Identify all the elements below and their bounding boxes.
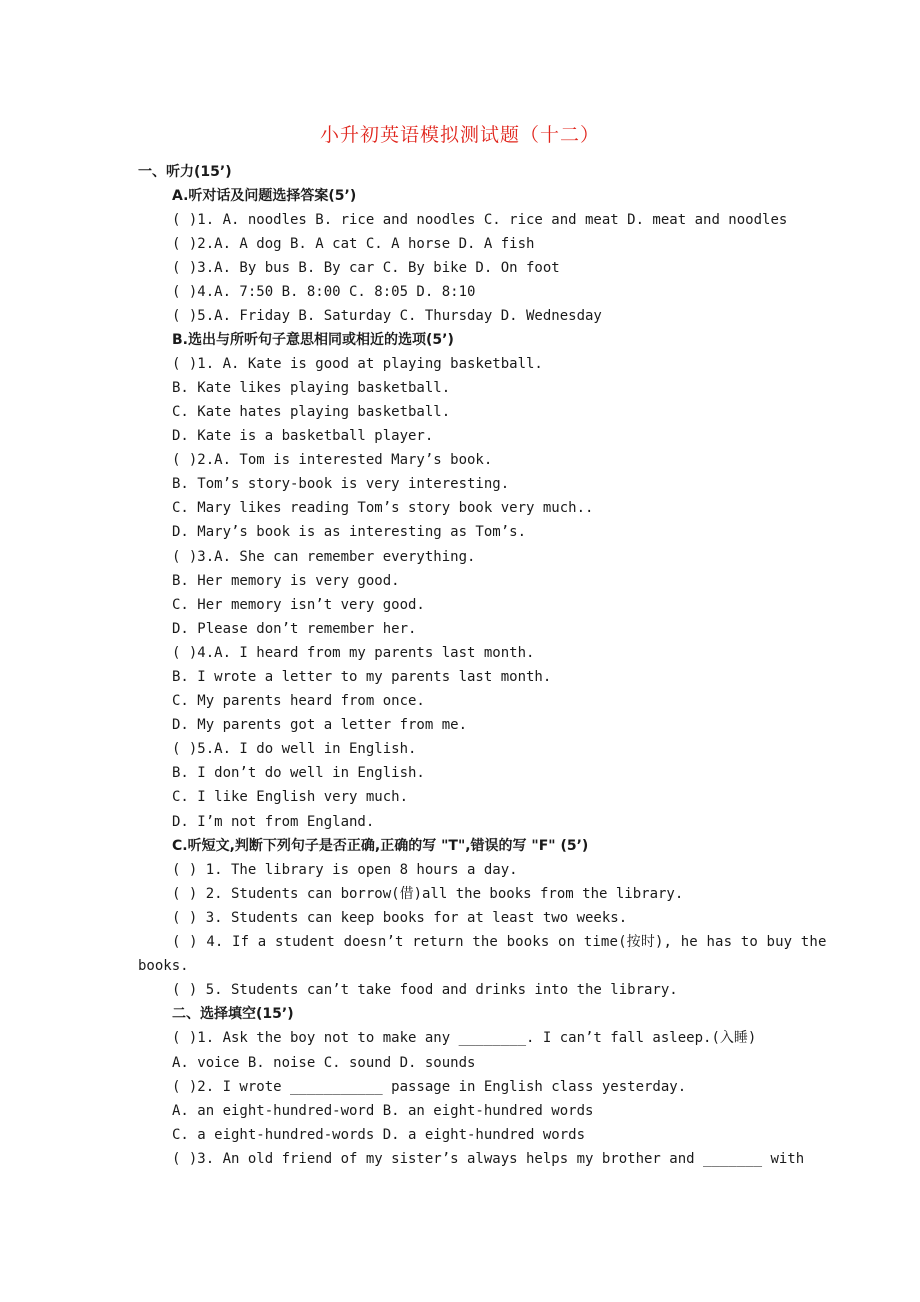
text-line: ( )1. Ask the boy not to make any ________. I can’t fall asleep.(入睡): [172, 1030, 757, 1046]
text-line: B. Tom’s story-book is very interesting.: [172, 476, 510, 492]
document-title: 小升初英语模拟测试题（十二）: [319, 124, 600, 146]
text-line: ( )5.A. I do well in English.: [172, 741, 417, 757]
text-line: C. Kate hates playing basketball.: [172, 404, 451, 420]
text-line: C. Mary likes reading Tom’s story book very much..: [172, 500, 594, 516]
section-heading-listening: 一、听力(15’): [138, 164, 232, 180]
text-line: C. Her memory isn’t very good.: [172, 597, 425, 613]
text-line: D. Please don’t remember her.: [172, 621, 417, 637]
text-line: ( )5.A. Friday B. Saturday C. Thursday D. Wednesday: [172, 308, 602, 324]
text-line: ( )1. A. noodles B. rice and noodles C. rice and meat D. meat and noodles: [172, 212, 788, 228]
subsection-heading-c: C.听短文,判断下列句子是否正确,正确的写 "T",错误的写 "F" (5’): [172, 838, 589, 854]
subsection-heading-a: A.听对话及问题选择答案(5’): [172, 188, 357, 204]
text-line: B. I don’t do well in English.: [172, 765, 425, 781]
text-line: ( ) 1. The library is open 8 hours a day.: [172, 862, 518, 878]
text-line: ( ) 5. Students can’t take food and drinks into the library.: [172, 982, 678, 998]
text-line: C. I like English very much.: [172, 789, 409, 805]
text-line: C. My parents heard from once.: [172, 693, 425, 709]
subsection-heading-b: B.选出与所听句子意思相同或相近的选项(5’): [172, 332, 454, 348]
text-line: D. Mary’s book is as interesting as Tom’s.: [172, 524, 527, 540]
text-line: B. I wrote a letter to my parents last month.: [172, 669, 552, 685]
text-line: ( )4.A. 7:50 B. 8:00 C. 8:05 D. 8:10: [172, 284, 476, 300]
text-line: D. Kate is a basketball player.: [172, 428, 434, 444]
text-line: ( )3. An old friend of my sister’s always helps my brother and _______ with: [172, 1151, 805, 1167]
text-line: ( )4.A. I heard from my parents last month.: [172, 645, 535, 661]
text-line: ( ) 2. Students can borrow(借)all the books from the library.: [172, 886, 684, 902]
text-line: ( ) 4. If a student doesn’t return the books on time(按时), he has to buy the: [172, 934, 827, 950]
text-line: ( )2.A. A dog B. A cat C. A horse D. A fish: [172, 236, 535, 252]
text-line: A. voice B. noise C. sound D. sounds: [172, 1055, 476, 1071]
text-line: ( ) 3. Students can keep books for at least two weeks.: [172, 910, 628, 926]
text-line: B. Kate likes playing basketball.: [172, 380, 451, 396]
text-line: books.: [138, 958, 189, 974]
text-line: D. My parents got a letter from me.: [172, 717, 468, 733]
text-line: ( )2. I wrote ___________ passage in English class yesterday.: [172, 1079, 687, 1095]
text-line: ( )3.A. By bus B. By car C. By bike D. On foot: [172, 260, 560, 276]
section-heading-choice: 二、选择填空(15’): [172, 1006, 294, 1022]
text-line: ( )3.A. She can remember everything.: [172, 549, 476, 565]
text-line: ( )1. A. Kate is good at playing basketball.: [172, 356, 543, 372]
text-line: B. Her memory is very good.: [172, 573, 400, 589]
text-line: D. I’m not from England.: [172, 814, 375, 830]
text-line: ( )2.A. Tom is interested Mary’s book.: [172, 452, 493, 468]
text-line: A. an eight-hundred-word B. an eight-hundred words: [172, 1103, 594, 1119]
text-line: C. a eight-hundred-words D. a eight-hundred words: [172, 1127, 586, 1143]
